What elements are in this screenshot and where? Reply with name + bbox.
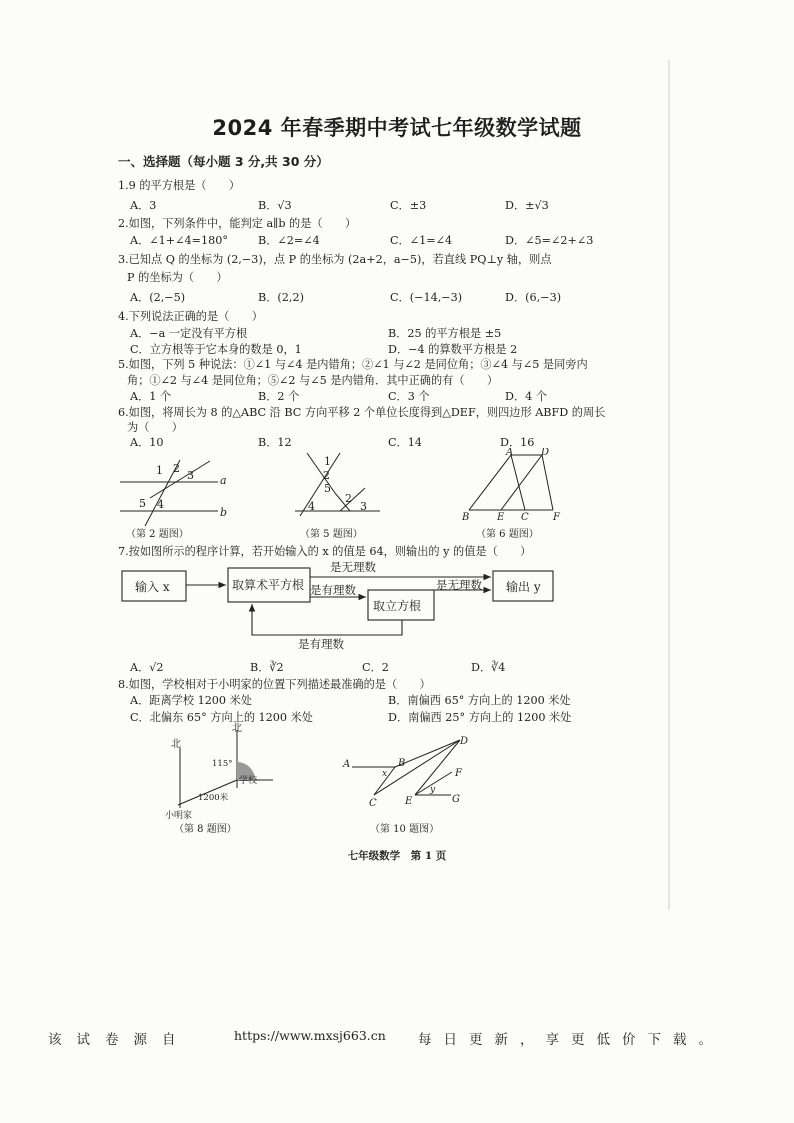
- fig2-label-b: b: [220, 506, 228, 519]
- fig8-caption: （第 8 题图）: [174, 824, 237, 835]
- fig10-caption: （第 10 题图）: [370, 824, 440, 835]
- fig10-label-C: C: [369, 798, 377, 809]
- flow-rational-mid: 是有理数: [310, 583, 356, 597]
- q6-stem-line1: 6.如图，将周长为 8 的△ABC 沿 BC 方向平移 2 个单位长度得到△DEF，则四边形 ABFD 的周长: [118, 406, 606, 419]
- q1-option-d: D．±√3: [505, 199, 549, 212]
- fig8-angle: 115°: [212, 759, 233, 769]
- fig6-label-F: F: [553, 512, 560, 523]
- ad-url-link[interactable]: https://www.mxsj663.cn: [234, 1028, 386, 1043]
- fig5-label-4: 4: [308, 500, 315, 513]
- q6-option-c: C．14: [388, 436, 422, 449]
- q4-option-b: B．25 的平方根是 ±5: [388, 327, 502, 340]
- fig10-label-B: B: [398, 758, 406, 769]
- q7-option-d: D．∛4: [471, 661, 506, 674]
- q6-stem-line2: 为（ ）: [127, 421, 183, 434]
- q5-stem-line2: 角；①∠2 与∠4 是同位角；⑤∠2 与∠5 是内错角．其中正确的有（ ）: [127, 374, 499, 387]
- q1-option-a: A．3: [130, 199, 157, 212]
- q3-option-a: A．(2,−5): [130, 291, 186, 304]
- q3-option-d: D．(6,−3): [505, 291, 562, 304]
- q4-stem: 4.下列说法正确的是（ ）: [118, 310, 263, 323]
- q4-option-a: A．−a 一定没有平方根: [130, 327, 248, 340]
- fig8-distance: 1200米: [198, 793, 229, 803]
- q5-stem-line1: 5.如图，下列 5 种说法：①∠1 与∠4 是内错角；②∠1 与∠2 是同位角；③∠4 与∠5 是同旁内: [118, 358, 588, 371]
- fig5-label-3: 3: [360, 500, 367, 513]
- fig2-label-3: 3: [187, 469, 194, 482]
- fig8-north-left: 北: [171, 739, 181, 750]
- page-footer: 七年级数学 第 1 页: [347, 850, 447, 862]
- q2-option-b: B．∠2=∠4: [258, 234, 320, 247]
- q6-option-d: D．16: [500, 436, 535, 449]
- q3-stem-line2: P 的坐标为（ ）: [127, 271, 228, 284]
- q2-option-a: A．∠1+∠4=180°: [130, 234, 228, 247]
- fig8-school: 学校: [239, 776, 258, 786]
- fig5-label-2: 2: [323, 469, 330, 482]
- fig10-label-A: A: [343, 759, 351, 770]
- fig10-label-E: E: [405, 796, 413, 807]
- q5-option-c: C．3 个: [388, 390, 430, 403]
- q1-option-c: C．±3: [390, 199, 427, 212]
- q1-stem: 1.9 的平方根是（ ）: [118, 179, 241, 192]
- figure-8: [165, 722, 273, 835]
- exam-title: 2024 年春季期中考试七年级数学试题: [212, 116, 582, 140]
- q2-option-c: C．∠1=∠4: [390, 234, 453, 247]
- q1-option-b: B．√3: [258, 199, 292, 212]
- q7-stem: 7.按如图所示的程序计算，若开始输入的 x 的值是 64，则输出的 y 的值是（ ）: [118, 545, 532, 558]
- fig5-label-1: 1: [324, 455, 331, 468]
- flow-output-label: 输出 y: [506, 580, 541, 594]
- fig6-label-E: E: [497, 512, 505, 523]
- q3-stem-line1: 3.已知点 Q 的坐标为 (2,−3)，点 P 的坐标为 (2a+2，a−5)，若直线 PQ⊥y 轴，则点: [118, 253, 552, 266]
- flow-rational-bottom: 是有理数: [298, 637, 344, 651]
- q4-option-c: C．立方根等于它本身的数是 0，1: [130, 343, 302, 356]
- section-heading: 一、选择题（每小题 3 分,共 30 分）: [118, 154, 329, 169]
- q7-option-c: C．2: [362, 661, 389, 674]
- q5-option-a: A．1 个: [130, 390, 172, 403]
- fig6-label-C: C: [521, 512, 529, 523]
- fig5-label-5: 5: [324, 482, 331, 495]
- flow-input-label: 输入 x: [135, 580, 170, 594]
- fig2-label-2: 2: [173, 462, 180, 475]
- q5-option-b: B．2 个: [258, 390, 300, 403]
- scan-edge: [668, 60, 670, 910]
- q8-option-d: D．南偏西 25° 方向上的 1200 米处: [388, 711, 572, 724]
- flow-sqrt-label: 取算术平方根: [232, 578, 305, 592]
- fig8-home: 小明家: [165, 811, 193, 821]
- q7-option-b: B．∛2: [250, 661, 284, 674]
- fig6-label-A: A: [506, 448, 514, 458]
- fig2-label-5: 5: [139, 497, 146, 510]
- figures-row-1: [110, 448, 600, 543]
- figure-6: [461, 448, 561, 540]
- q2-option-d: D．∠5=∠2+∠3: [505, 234, 594, 247]
- fig5-label-2b: 2: [345, 492, 352, 505]
- fig2-label-1: 1: [156, 464, 163, 477]
- flow-irrational-mid: 是无理数: [436, 578, 482, 592]
- fig10-label-y: y: [430, 785, 436, 795]
- q6-option-a: A．10: [130, 436, 164, 449]
- ad-update-text: 每日更新，享更低价下载。: [418, 1032, 724, 1048]
- fig10-label-D: D: [460, 736, 469, 747]
- fig2-label-4: 4: [157, 498, 164, 511]
- q8-option-b: B．南偏西 65° 方向上的 1200 米处: [388, 694, 571, 707]
- fig10-label-x: x: [382, 769, 388, 779]
- fig2-label-a: a: [220, 474, 227, 487]
- flowchart: [118, 558, 568, 653]
- figure-10: [342, 736, 468, 835]
- q3-option-c: C．(−14,−3): [390, 291, 463, 304]
- figures-row-2: [150, 720, 480, 840]
- figure-5: [295, 453, 380, 540]
- q6-option-b: B．12: [258, 436, 292, 449]
- ad-source-text: 该试卷源自: [48, 1032, 191, 1048]
- q4-option-d: D．−4 的算数平方根是 2: [388, 343, 518, 356]
- figure-2: [120, 460, 227, 540]
- fig2-caption: （第 2 题图）: [126, 529, 189, 540]
- q2-stem: 2.如图，下列条件中，能判定 a∥b 的是（ ）: [118, 217, 357, 230]
- flow-irrational-top: 是无理数: [330, 560, 376, 574]
- q5-option-d: D．4 个: [505, 390, 548, 403]
- fig5-caption: （第 5 题图）: [300, 529, 363, 540]
- q8-option-c: C．北偏东 65° 方向上的 1200 米处: [130, 711, 313, 724]
- q8-option-a: A．距离学校 1200 米处: [130, 694, 252, 707]
- q7-option-a: A．√2: [130, 661, 164, 674]
- fig6-label-D: D: [541, 448, 550, 458]
- q8-stem: 8.如图，学校相对于小明家的位置下列描述最准确的是（ ）: [118, 678, 431, 691]
- fig6-label-B: B: [462, 512, 470, 523]
- fig6-caption: （第 6 题图）: [476, 529, 539, 540]
- fig10-label-F: F: [455, 768, 462, 779]
- fig8-north-right: 北: [232, 723, 242, 734]
- q3-option-b: B．(2,2): [258, 291, 304, 304]
- fig10-label-G: G: [452, 794, 460, 805]
- flow-cbrt-label: 取立方根: [373, 599, 422, 613]
